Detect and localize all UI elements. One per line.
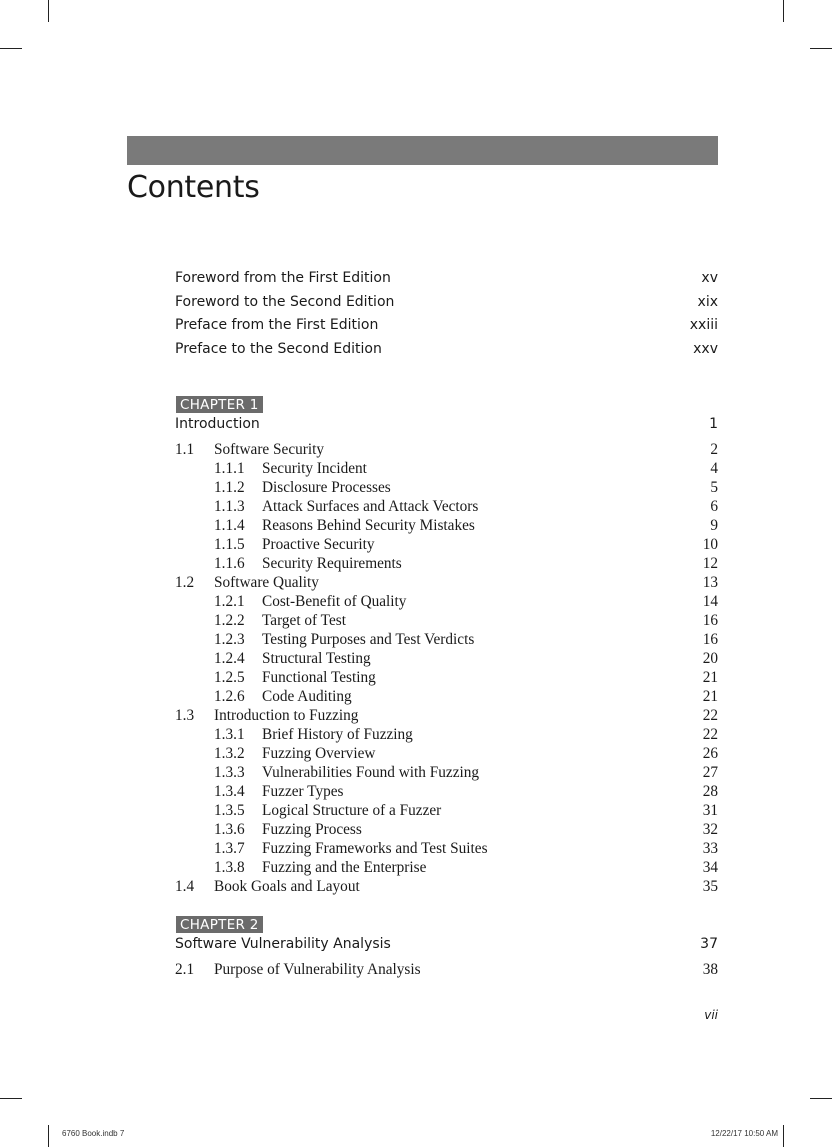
page-number: 20 <box>702 649 718 667</box>
front-matter-row <box>175 294 718 318</box>
front-matter-title: Foreword from the First Edition <box>175 270 391 286</box>
section-row <box>175 960 718 979</box>
entry-text <box>175 706 358 725</box>
subsection-row <box>175 649 718 668</box>
section-number: 1.1.5 <box>214 535 245 553</box>
entry-text <box>175 820 362 839</box>
subsection-row <box>175 497 718 516</box>
page-number: 22 <box>702 706 718 724</box>
page-number: 28 <box>702 782 718 800</box>
section-number: 1.1 <box>175 440 195 458</box>
section-title: Fuzzing Frameworks and Test Suites <box>262 839 488 857</box>
section-row <box>175 706 718 725</box>
page-number: xv <box>701 270 718 286</box>
subsection-row <box>175 611 718 630</box>
chapter-list <box>175 396 718 979</box>
section-number: 1.3.3 <box>214 763 245 781</box>
section-title: Proactive Security <box>262 535 375 553</box>
page-number: 13 <box>702 573 718 591</box>
page-number: 14 <box>702 592 718 610</box>
section-number: 1.1.4 <box>214 516 245 534</box>
slug-timestamp: 12/22/17 10:50 AM <box>710 1129 778 1138</box>
section-row <box>175 573 718 592</box>
chapter-label: CHAPTER 2 <box>176 916 263 933</box>
subsection-row <box>175 839 718 858</box>
entry-text <box>175 725 413 744</box>
subsection-row <box>175 820 718 839</box>
page-number: 4 <box>710 459 718 477</box>
entry-text <box>175 877 360 896</box>
page-number: 6 <box>710 497 718 515</box>
slug-file-info: 6760 Book.indb 7 <box>62 1129 125 1138</box>
page-number: 35 <box>702 877 718 895</box>
section-title: Functional Testing <box>262 668 376 686</box>
crop-mark <box>0 48 22 49</box>
crop-mark <box>48 0 49 22</box>
page-number: 34 <box>702 858 718 876</box>
section-number: 1.2 <box>175 573 195 591</box>
page-number: 21 <box>702 668 718 686</box>
page-number: 27 <box>702 763 718 781</box>
section-title: Logical Structure of a Fuzzer <box>262 801 442 819</box>
page-number: xxiii <box>689 317 718 334</box>
section-title: Code Auditing <box>262 687 352 705</box>
crop-mark <box>48 1125 49 1147</box>
page-number: 16 <box>702 611 718 629</box>
section-title: Book Goals and Layout <box>214 877 360 895</box>
section-title: Security Incident <box>262 459 367 477</box>
section-title: Testing Purposes and Test Verdicts <box>262 630 475 648</box>
subsection-row <box>175 858 718 877</box>
subsection-row <box>175 554 718 573</box>
section-number: 1.2.1 <box>214 592 245 610</box>
section-list <box>175 440 718 896</box>
section-title: Fuzzer Types <box>262 782 344 800</box>
front-matter-title: Preface to the Second Edition <box>175 341 382 358</box>
chapter-title: Software Vulnerability Analysis <box>175 935 391 952</box>
front-matter-title: Foreword to the Second Edition <box>175 293 395 310</box>
section-row <box>175 877 718 896</box>
section-number: 1.3.8 <box>214 858 245 876</box>
entry-text <box>175 440 324 459</box>
front-matter-row <box>175 317 718 341</box>
chapter-block <box>175 396 718 896</box>
page-number: 21 <box>702 687 718 705</box>
section-number: 1.1.2 <box>214 478 245 496</box>
subsection-row <box>175 592 718 611</box>
section-title: Cost-Benefit of Quality <box>262 592 407 610</box>
section-number: 1.2.2 <box>214 611 245 629</box>
section-title: Fuzzing Process <box>262 820 362 838</box>
entry-text <box>175 668 376 687</box>
crop-mark <box>783 0 784 22</box>
page-number: 10 <box>702 535 718 553</box>
table-of-contents <box>175 270 718 999</box>
page-number: 37 <box>700 935 718 952</box>
section-title: Fuzzing Overview <box>262 744 376 762</box>
page-title: Contents <box>127 170 260 205</box>
subsection-row <box>175 630 718 649</box>
front-matter-list <box>175 270 718 365</box>
section-number: 1.2.6 <box>214 687 245 705</box>
front-matter-title: Preface from the First Edition <box>175 317 379 334</box>
crop-mark <box>783 1125 784 1147</box>
page-number: 1 <box>709 415 718 432</box>
section-number: 1.1.1 <box>214 459 245 477</box>
section-number: 1.1.3 <box>214 497 245 515</box>
subsection-row <box>175 763 718 782</box>
section-title: Software Security <box>214 440 325 458</box>
section-list <box>175 960 718 979</box>
entry-text <box>175 497 478 516</box>
subsection-row <box>175 535 718 554</box>
entry-text <box>175 611 346 630</box>
entry-text <box>175 858 426 877</box>
chapter-title-row <box>175 936 718 958</box>
section-number: 1.3.6 <box>214 820 245 838</box>
page-number: 9 <box>710 516 718 534</box>
chapter-title: Introduction <box>175 415 260 432</box>
subsection-row <box>175 801 718 820</box>
section-number: 1.3.1 <box>214 725 245 743</box>
page-number: 31 <box>702 801 718 819</box>
page-number: 2 <box>710 440 718 458</box>
section-number: 1.1.6 <box>214 554 245 572</box>
section-title: Security Requirements <box>262 554 402 572</box>
entry-text <box>175 687 352 706</box>
page-number: 33 <box>702 839 718 857</box>
section-title: Vulnerabilities Found with Fuzzing <box>262 763 480 781</box>
entry-text <box>175 839 488 858</box>
section-title: Target of Test <box>262 611 346 629</box>
page-number: 38 <box>702 960 718 978</box>
entry-text <box>175 592 406 611</box>
subsection-row <box>175 744 718 763</box>
section-title: Software Quality <box>214 573 319 591</box>
subsection-row <box>175 478 718 497</box>
entry-text <box>175 478 391 497</box>
entry-text <box>175 763 479 782</box>
section-number: 1.3 <box>175 706 195 724</box>
subsection-row <box>175 516 718 535</box>
entry-text <box>175 554 402 573</box>
page-number: xxv <box>693 341 718 358</box>
page-number: xix <box>697 293 718 310</box>
chapter-label: CHAPTER 1 <box>176 396 263 413</box>
section-title: Fuzzing and the Enterprise <box>262 858 427 876</box>
subsection-row <box>175 687 718 706</box>
section-title: Reasons Behind Security Mistakes <box>262 516 475 534</box>
entry-text <box>175 782 343 801</box>
section-number: 1.3.5 <box>214 801 245 819</box>
section-title: Purpose of Vulnerability Analysis <box>214 960 421 978</box>
entry-text <box>175 649 371 668</box>
front-matter-row <box>175 341 718 365</box>
section-number: 1.4 <box>175 877 195 895</box>
entry-text <box>175 630 474 649</box>
chapter-title-row <box>175 416 718 438</box>
section-title: Brief History of Fuzzing <box>262 725 413 743</box>
entry-text <box>175 516 475 535</box>
page-number: 16 <box>702 630 718 648</box>
entry-text <box>175 960 421 979</box>
entry-text <box>175 535 375 554</box>
page-folio: vii <box>704 1008 718 1022</box>
front-matter-row <box>175 270 718 294</box>
page-number: 12 <box>702 554 718 572</box>
entry-text <box>175 459 367 478</box>
section-number: 1.3.7 <box>214 839 245 857</box>
crop-mark <box>0 1098 22 1099</box>
title-bar <box>127 136 718 165</box>
subsection-row <box>175 459 718 478</box>
section-title: Structural Testing <box>262 649 371 667</box>
section-title: Disclosure Processes <box>262 478 391 496</box>
page-number: 22 <box>702 725 718 743</box>
page-number: 26 <box>702 744 718 762</box>
section-number: 1.2.5 <box>214 668 245 686</box>
entry-text <box>175 573 319 592</box>
crop-mark <box>810 1098 832 1099</box>
page-number: 32 <box>702 820 718 838</box>
subsection-row <box>175 668 718 687</box>
subsection-row <box>175 782 718 801</box>
section-title: Introduction to Fuzzing <box>214 706 359 724</box>
section-number: 2.1 <box>175 960 195 978</box>
subsection-row <box>175 725 718 744</box>
entry-text <box>175 801 441 820</box>
chapter-block <box>175 916 718 979</box>
section-number: 1.3.2 <box>214 744 245 762</box>
section-number: 1.2.4 <box>214 649 245 667</box>
section-title: Attack Surfaces and Attack Vectors <box>262 497 479 515</box>
section-row <box>175 440 718 459</box>
crop-mark <box>810 48 832 49</box>
page-number: 5 <box>710 478 718 496</box>
section-number: 1.3.4 <box>214 782 245 800</box>
entry-text <box>175 744 375 763</box>
section-number: 1.2.3 <box>214 630 245 648</box>
